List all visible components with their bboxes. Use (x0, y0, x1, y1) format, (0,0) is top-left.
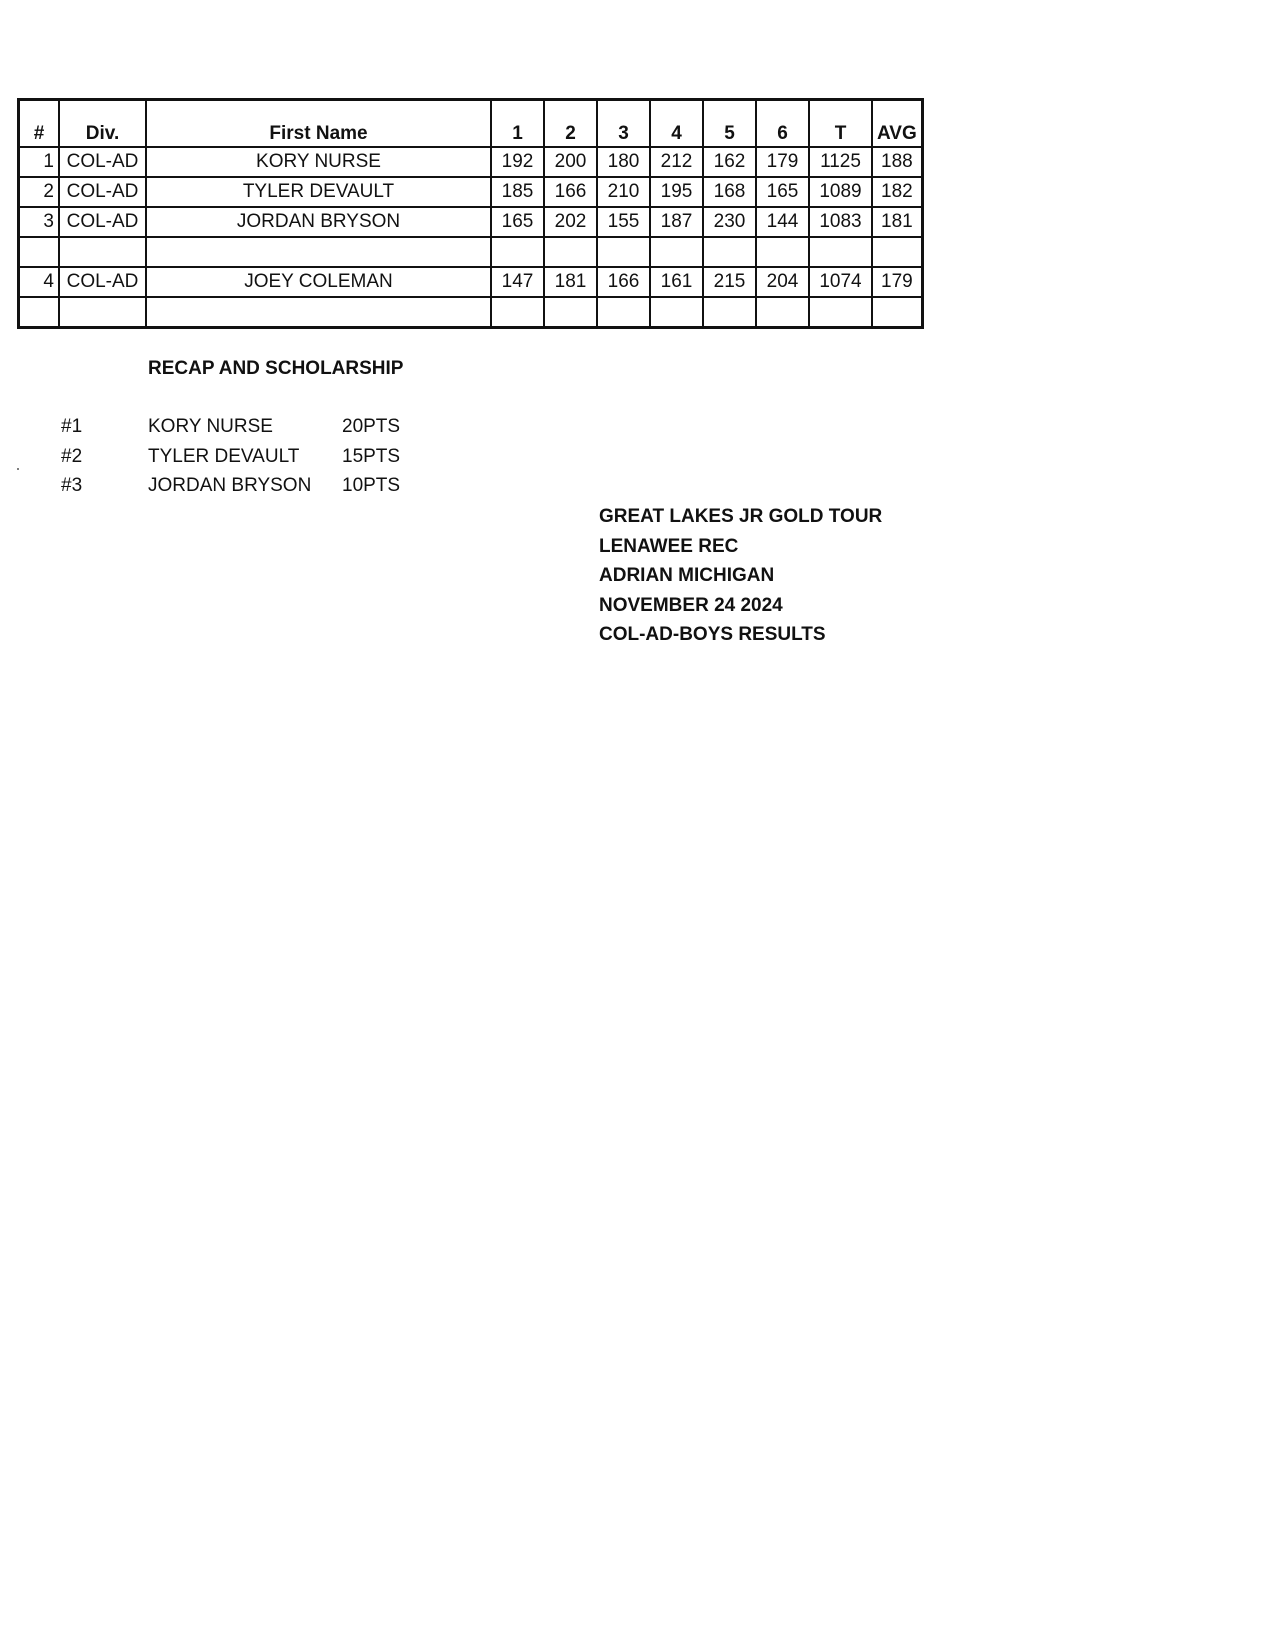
event-info (599, 502, 882, 650)
header-game-3: 3 (597, 100, 650, 148)
cell-game-5: 215 (703, 267, 756, 297)
cell-rank: 1 (19, 147, 60, 177)
cell-game-1 (491, 237, 544, 267)
cell-total (809, 237, 872, 267)
cell-game-4: 161 (650, 267, 703, 297)
cell-game-4: 187 (650, 207, 703, 237)
header-game-2: 2 (544, 100, 597, 148)
recap-item (61, 475, 461, 505)
cell-game-3: 166 (597, 267, 650, 297)
recap-item (61, 416, 461, 446)
cell-average (872, 237, 922, 267)
cell-name (146, 237, 491, 267)
cell-game-2: 202 (544, 207, 597, 237)
cell-game-2 (544, 297, 597, 328)
cell-average: 188 (872, 147, 922, 177)
event-date: NOVEMBER 24 2024 (599, 594, 783, 616)
cell-name: TYLER DEVAULT (146, 177, 491, 207)
cell-rank: 3 (19, 207, 60, 237)
cell-game-2: 181 (544, 267, 597, 297)
cell-division: COL-AD (59, 267, 146, 297)
cell-game-4: 212 (650, 147, 703, 177)
cell-game-1: 165 (491, 207, 544, 237)
table-row (19, 177, 923, 207)
cell-game-6: 179 (756, 147, 809, 177)
table-row (19, 207, 923, 237)
recap-points: 15PTS (342, 445, 401, 467)
cell-total: 1083 (809, 207, 872, 237)
recap-list (61, 416, 461, 505)
cell-game-3: 180 (597, 147, 650, 177)
cell-division (59, 297, 146, 328)
cell-game-3: 210 (597, 177, 650, 207)
cell-division: COL-AD (59, 177, 146, 207)
cell-total: 1125 (809, 147, 872, 177)
cell-game-5 (703, 237, 756, 267)
header-game-4: 4 (650, 100, 703, 148)
recap-points: 10PTS (342, 475, 401, 496)
cell-game-5: 168 (703, 177, 756, 207)
cell-division (59, 237, 146, 267)
recap-rank: #1 (61, 416, 83, 437)
event-results-title: COL-AD-BOYS RESULTS (599, 624, 826, 645)
recap-name: JORDAN BRYSON (148, 475, 312, 496)
recap-name: KORY NURSE (148, 416, 273, 437)
cell-game-3: 155 (597, 207, 650, 237)
event-tour-name: GREAT LAKES JR GOLD TOUR (599, 506, 883, 527)
cell-division: COL-AD (59, 207, 146, 237)
cell-game-2: 166 (544, 177, 597, 207)
cell-game-4: 195 (650, 177, 703, 207)
recap-points: 20PTS (342, 416, 401, 437)
header-rank: # (19, 100, 60, 148)
cell-game-6 (756, 297, 809, 328)
recap-title: RECAP AND SCHOLARSHIP (148, 358, 404, 379)
header-total: T (809, 100, 872, 148)
cell-game-2 (544, 237, 597, 267)
cell-game-6: 165 (756, 177, 809, 207)
cell-game-6: 204 (756, 267, 809, 297)
cell-name: JOEY COLEMAN (146, 267, 491, 297)
cell-game-5: 230 (703, 207, 756, 237)
cell-total: 1074 (809, 267, 872, 297)
cell-name (146, 297, 491, 328)
event-venue: LENAWEE REC (599, 535, 739, 557)
event-location: ADRIAN MICHIGAN (599, 565, 775, 586)
table-header-row (19, 100, 923, 148)
cell-rank: 2 (19, 177, 60, 207)
table-row-empty (19, 237, 923, 267)
results-table (17, 98, 924, 329)
cell-game-2: 200 (544, 147, 597, 177)
cell-game-6 (756, 237, 809, 267)
cell-total: 1089 (809, 177, 872, 207)
cell-average: 182 (872, 177, 922, 207)
cell-game-3 (597, 297, 650, 328)
cell-average: 181 (872, 207, 922, 237)
header-game-6: 6 (756, 100, 809, 148)
cell-game-4 (650, 297, 703, 328)
table-row-empty (19, 297, 923, 328)
cell-average: 179 (872, 267, 922, 297)
cell-game-1: 192 (491, 147, 544, 177)
header-division: Div. (59, 100, 146, 148)
recap-rank: #3 (61, 475, 83, 496)
cell-rank (19, 237, 60, 267)
cell-division: COL-AD (59, 147, 146, 177)
table-row (19, 147, 923, 177)
recap-rank: #2 (61, 445, 83, 467)
cell-game-1: 185 (491, 177, 544, 207)
cell-game-1: 147 (491, 267, 544, 297)
recap-item (61, 446, 461, 476)
cell-rank (19, 297, 60, 328)
cell-game-6: 144 (756, 207, 809, 237)
cell-name: JORDAN BRYSON (146, 207, 491, 237)
header-average: AVG (872, 100, 922, 148)
header-first-name: First Name (146, 100, 491, 148)
cell-game-1 (491, 297, 544, 328)
recap-name: TYLER DEVAULT (148, 445, 300, 467)
cell-game-4 (650, 237, 703, 267)
header-game-5: 5 (703, 100, 756, 148)
table-row (19, 267, 923, 297)
cell-average (872, 297, 922, 328)
cell-name: KORY NURSE (146, 147, 491, 177)
cell-game-3 (597, 237, 650, 267)
scan-speck (17, 468, 19, 470)
cell-game-5 (703, 297, 756, 328)
header-game-1: 1 (491, 100, 544, 148)
cell-total (809, 297, 872, 328)
cell-rank: 4 (19, 267, 60, 297)
cell-game-5: 162 (703, 147, 756, 177)
